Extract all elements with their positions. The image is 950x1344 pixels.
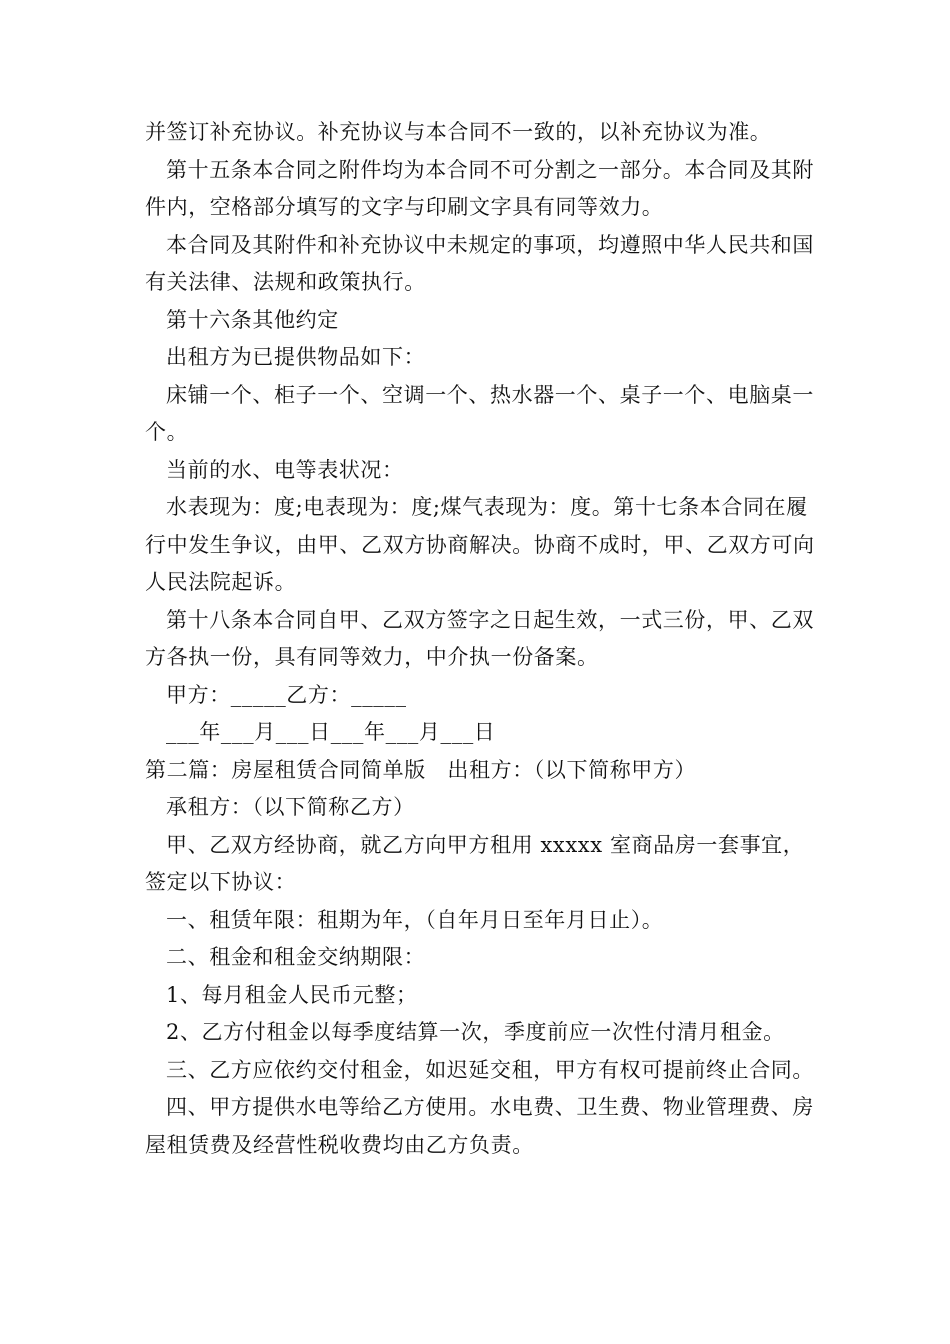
paragraph-article-18: 第十八条本合同自甲、乙双方签字之日起生效，一式三份，甲、乙双方各执一份，具有同等效力，中介执一份备案。: [145, 607, 814, 669]
clause-quarterly-payment: 2、乙方付租金以每季度结算一次，季度前应一次性付清月租金。: [166, 1020, 785, 1044]
paragraph-article-15: 第十五条本合同之附件均为本合同不可分割之一部分。本合同及其附件内，空格部分填写的文字与印刷文字具有同等效力。: [145, 157, 814, 219]
section-two-heading: 第二篇：房屋租赁合同简单版 出租方：（以下简称甲方）: [145, 757, 697, 782]
paragraph-provided-items-intro: 出租方为已提供物品如下：: [166, 345, 426, 369]
clause-monthly-rent: 1、每月租金人民币元整；: [166, 982, 418, 1007]
contract-text: [145, 114, 815, 1164]
signature-line: 甲方：_____乙方：_____: [166, 682, 407, 707]
paragraph-meter-status-intro: 当前的水、电等表状况：: [166, 457, 404, 482]
clause-late-payment: 三、乙方应依约交付租金，如迟延交租，甲方有权可提前终止合同。: [166, 1057, 814, 1082]
paragraph-unspecified-matters: 本合同及其附件和补充协议中未规定的事项，均遵照中华人民共和国有关法律、法规和政策执行。: [145, 232, 814, 294]
paragraph-supplementary-agreement: 并签订补充协议。补充协议与本合同不一致的，以补充协议为准。: [145, 120, 772, 144]
clause-rent-payment-heading: 二、租金和租金交纳期限：: [166, 945, 426, 969]
paragraph-article-16-heading: 第十六条其他约定: [166, 307, 339, 332]
paragraph-agreement-intro: 甲、乙双方经协商，就乙方向甲方租用 xxxxx 室商品房一套事宜，签定以下协议：: [145, 832, 805, 894]
clause-utilities-fees: 四、甲方提供水电等给乙方使用。水电费、卫生费、物业管理费、房屋租赁费及经营性税收费均由乙方负责。: [145, 1095, 814, 1157]
paragraph-provided-items-list: 床铺一个、柜子一个、空调一个、热水器一个、桌子一个、电脑桌一个。: [145, 382, 814, 444]
date-line: ___年___月___日___年___月___日: [166, 720, 496, 744]
paragraph-tenant: 承租方：（以下简称乙方）: [166, 795, 415, 819]
paragraph-meter-readings-article-17: 水表现为：度;电表现为：度;煤气表现为：度。第十七条本合同在履行中发生争议，由甲、乙双方协商解决。协商不成时，甲、乙双方可向人民法院起诉。: [145, 495, 815, 594]
clause-lease-term: 一、租赁年限：租期为年，（自年月日至年月日止）。: [166, 907, 664, 932]
